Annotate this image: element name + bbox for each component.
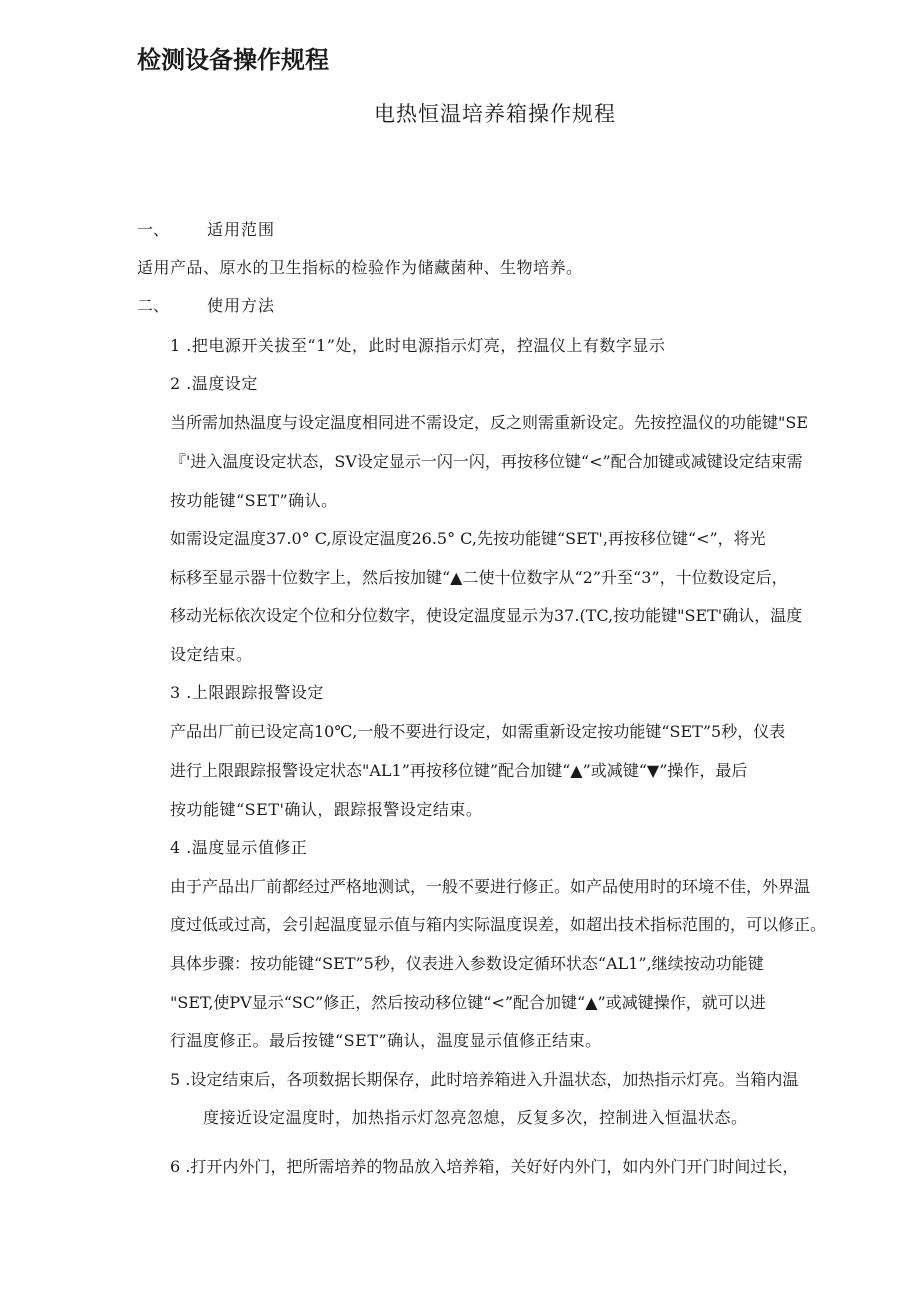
paragraph-line: 标移至显示器十位数字上，然后按加键“▲二使十位数字从“2”升至“3”，十位数设定后， — [170, 568, 788, 587]
step-5-line: 5 .设定结束后，各项数据长期保存，此时培养箱进入升温状态，加热指示灯亮。当箱内温 — [170, 1070, 799, 1089]
document-title: 电热恒温培养箱操作规程 — [374, 102, 616, 126]
step-2-heading: 2 .温度设定 — [170, 374, 258, 393]
paragraph-line: 进行上限跟踪报警设定状态"AL1”再按移位键”配合加键“▲”或减键“▼”操作，最后 — [170, 761, 748, 780]
paragraph-line: 行温度修正。最后按键“SET”确认，温度显示值修正结束。 — [170, 1031, 602, 1050]
paragraph-line: 度过低或过高，会引起温度显示值与箱内实际温度误差，如超出技术指标范围的，可以修正。 — [170, 915, 827, 934]
paragraph-line: 产品出厂前已设定高10℃,一般不要进行设定，如需重新设定按功能键“SET”5秒，仪表 — [170, 722, 786, 741]
document-header: 检测设备操作规程 — [137, 46, 329, 74]
paragraph-line: 设定结束。 — [170, 645, 253, 664]
step-1-line: 1 .把电源开关拔至“1”处，此时电源指示灯亮，控温仪上有数字显示 — [170, 336, 666, 355]
section-2-number: 二、 — [137, 296, 170, 315]
paragraph-line: 具体步骤：按功能键“SET”5秒，仪表进入参数设定循环状态“AL1”,继续按动功能键 — [170, 954, 764, 973]
paragraph-line: 按功能键“SET'确认，跟踪报警设定结束。 — [170, 800, 483, 819]
step-6-line: 6 .打开内外门，把所需培养的物品放入培养箱，关好好内外门，如内外门开门时间过长， — [170, 1157, 799, 1176]
step-3-heading: 3 .上限跟踪报警设定 — [170, 683, 324, 702]
section-1-title: 适用范围 — [207, 220, 276, 239]
step-5-continuation: 度接近设定温度时，加热指示灯忽亮忽熄，反复多次，控制进入恒温状态。 — [203, 1108, 748, 1127]
paragraph-line: "SET,使PV显示“SC”修正，然后按动移位键“<”配合加键“▲”或减键操作，就可以进 — [170, 993, 766, 1012]
paragraph-line: 由于产品出厂前都经过严格地测试，一般不要进行修正。如产品使用时的环境不佳，外界温 — [170, 877, 811, 896]
paragraph-line: 按功能键“SET”确认。 — [170, 491, 338, 510]
section-1-number: 一、 — [137, 220, 170, 239]
section-2-title: 使用方法 — [207, 296, 276, 315]
paragraph-line: 当所需加热温度与设定温度相同进不需设定，反之则需重新设定。先按控温仪的功能键"SE — [170, 413, 809, 432]
scope-paragraph: 适用产品、原水的卫生指标的检验作为储藏菌种、生物培养。 — [137, 258, 583, 277]
paragraph-line: 『'进入温度设定状态，SV设定显示一闪一闪，再按移位键“<”配合加键或减键设定结束需 — [170, 452, 803, 471]
step-4-heading: 4 .温度显示值修正 — [170, 838, 308, 857]
paragraph-line: 如需设定温度37.0° C,原设定温度26.5° C,先按功能键“SET',再按移位键“<”，将光 — [170, 529, 766, 548]
paragraph-line: 移动光标依次设定个位和分位数字，使设定温度显示为37.(TC,按功能键"SET'确认，温度 — [170, 606, 803, 625]
